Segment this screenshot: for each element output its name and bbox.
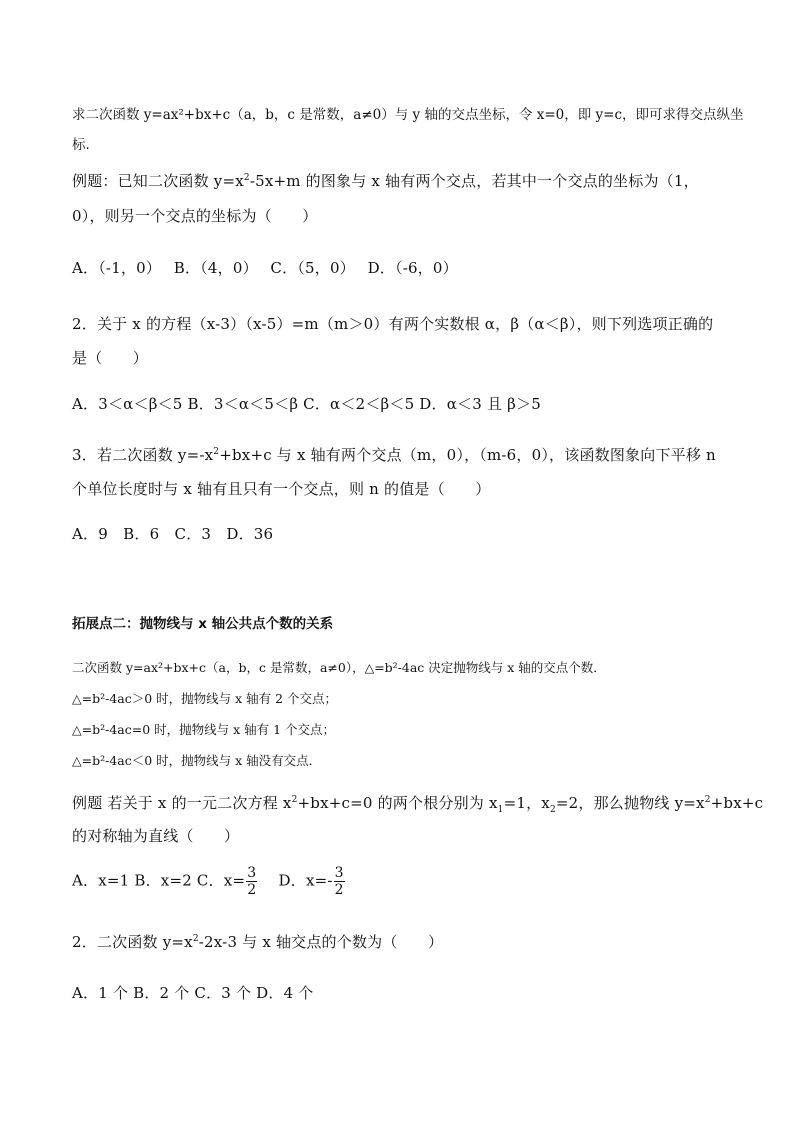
section2-case-2: △=b²-4ac=0 时，抛物线与 x 轴有 1 个交点；	[72, 722, 336, 737]
q2b-options: A．1 个 B．2 个 C．3 个 D．4 个	[72, 984, 314, 1002]
q3-line-2: 个单位长度时与 x 轴有且只有一个交点，则 n 的值是（ ）	[72, 480, 491, 498]
intro-line-1: 求二次函数 y=ax²+bx+c（a，b，c 是常数，a≠0）与 y 轴的交点坐标，令 x=0，即 y=c，即可求得交点纵坐	[72, 107, 744, 123]
fraction-three-halves: $\frac{3}{2}$	[247, 865, 257, 898]
example2-options: A．x=1 B．x=2 C．x= $\frac{3}{2}$ D．x=- $\frac{3}{2}$	[72, 865, 344, 898]
example2-line-1: 例题 若关于 x 的一元二次方程 $x^2+bx+c=0$ 的两个根分别为 $x_1=1$，$x_2=2$，那么抛物线 $y=x^2+bx+c$	[72, 794, 764, 815]
section2-case-3: △=b²-4ac＜0 时，抛物线与 x 轴没有交点．	[72, 753, 322, 768]
section2-case-1: △=b²-4ac＞0 时，抛物线与 x 轴有 2 个交点；	[72, 691, 338, 706]
q2-line-1: 2．关于 x 的方程（x-3）（x-5）=m（m＞0）有两个实数根 α，β（α＜β），则下列选项正确的	[72, 315, 714, 333]
q3-line-1: 3．若二次函数 $y=-x^2+bx+c$ 与 x 轴有两个交点（m，0），（m-6，0），该函数图象向下平移 n	[72, 446, 716, 464]
q2-options: A．3＜α＜β＜5 B．3＜α＜5＜β C．α＜2＜β＜5 D．α＜3 且 β＞5	[72, 395, 541, 413]
intro-line-2: 标．	[72, 137, 99, 153]
q3-options: A．9 B．6 C．3 D．36	[72, 525, 274, 543]
fraction-negative-three-halves: $\frac{3}{2}$	[334, 865, 344, 898]
q2b-line-1: 2．二次函数 $y=x^2-2x-3$ 与 x 轴交点的个数为（ ）	[72, 933, 444, 951]
q2-line-2: 是（ ）	[72, 349, 149, 367]
section2-description: 二次函数 y=ax²+bx+c（a，b，c 是常数，a≠0），△=b²-4ac 决定抛物线与 x 轴的交点个数．	[72, 660, 606, 675]
section2-heading: 拓展点二：抛物线与 x 轴公共点个数的关系	[72, 616, 334, 632]
example1-options: A．（-1，0） B．（4，0） C．（5，0） D．（-6，0）	[72, 259, 458, 277]
example1-line-1: 例题：已知二次函数 $y=x^2-5x+m$ 的图象与 x 轴有两个交点，若其中一个交点的坐标为（1，	[72, 172, 699, 190]
example2-line-2: 的对称轴为直线（ ）	[72, 827, 240, 845]
example1-line-2: 0），则另一个交点的坐标为（ ）	[72, 207, 318, 225]
